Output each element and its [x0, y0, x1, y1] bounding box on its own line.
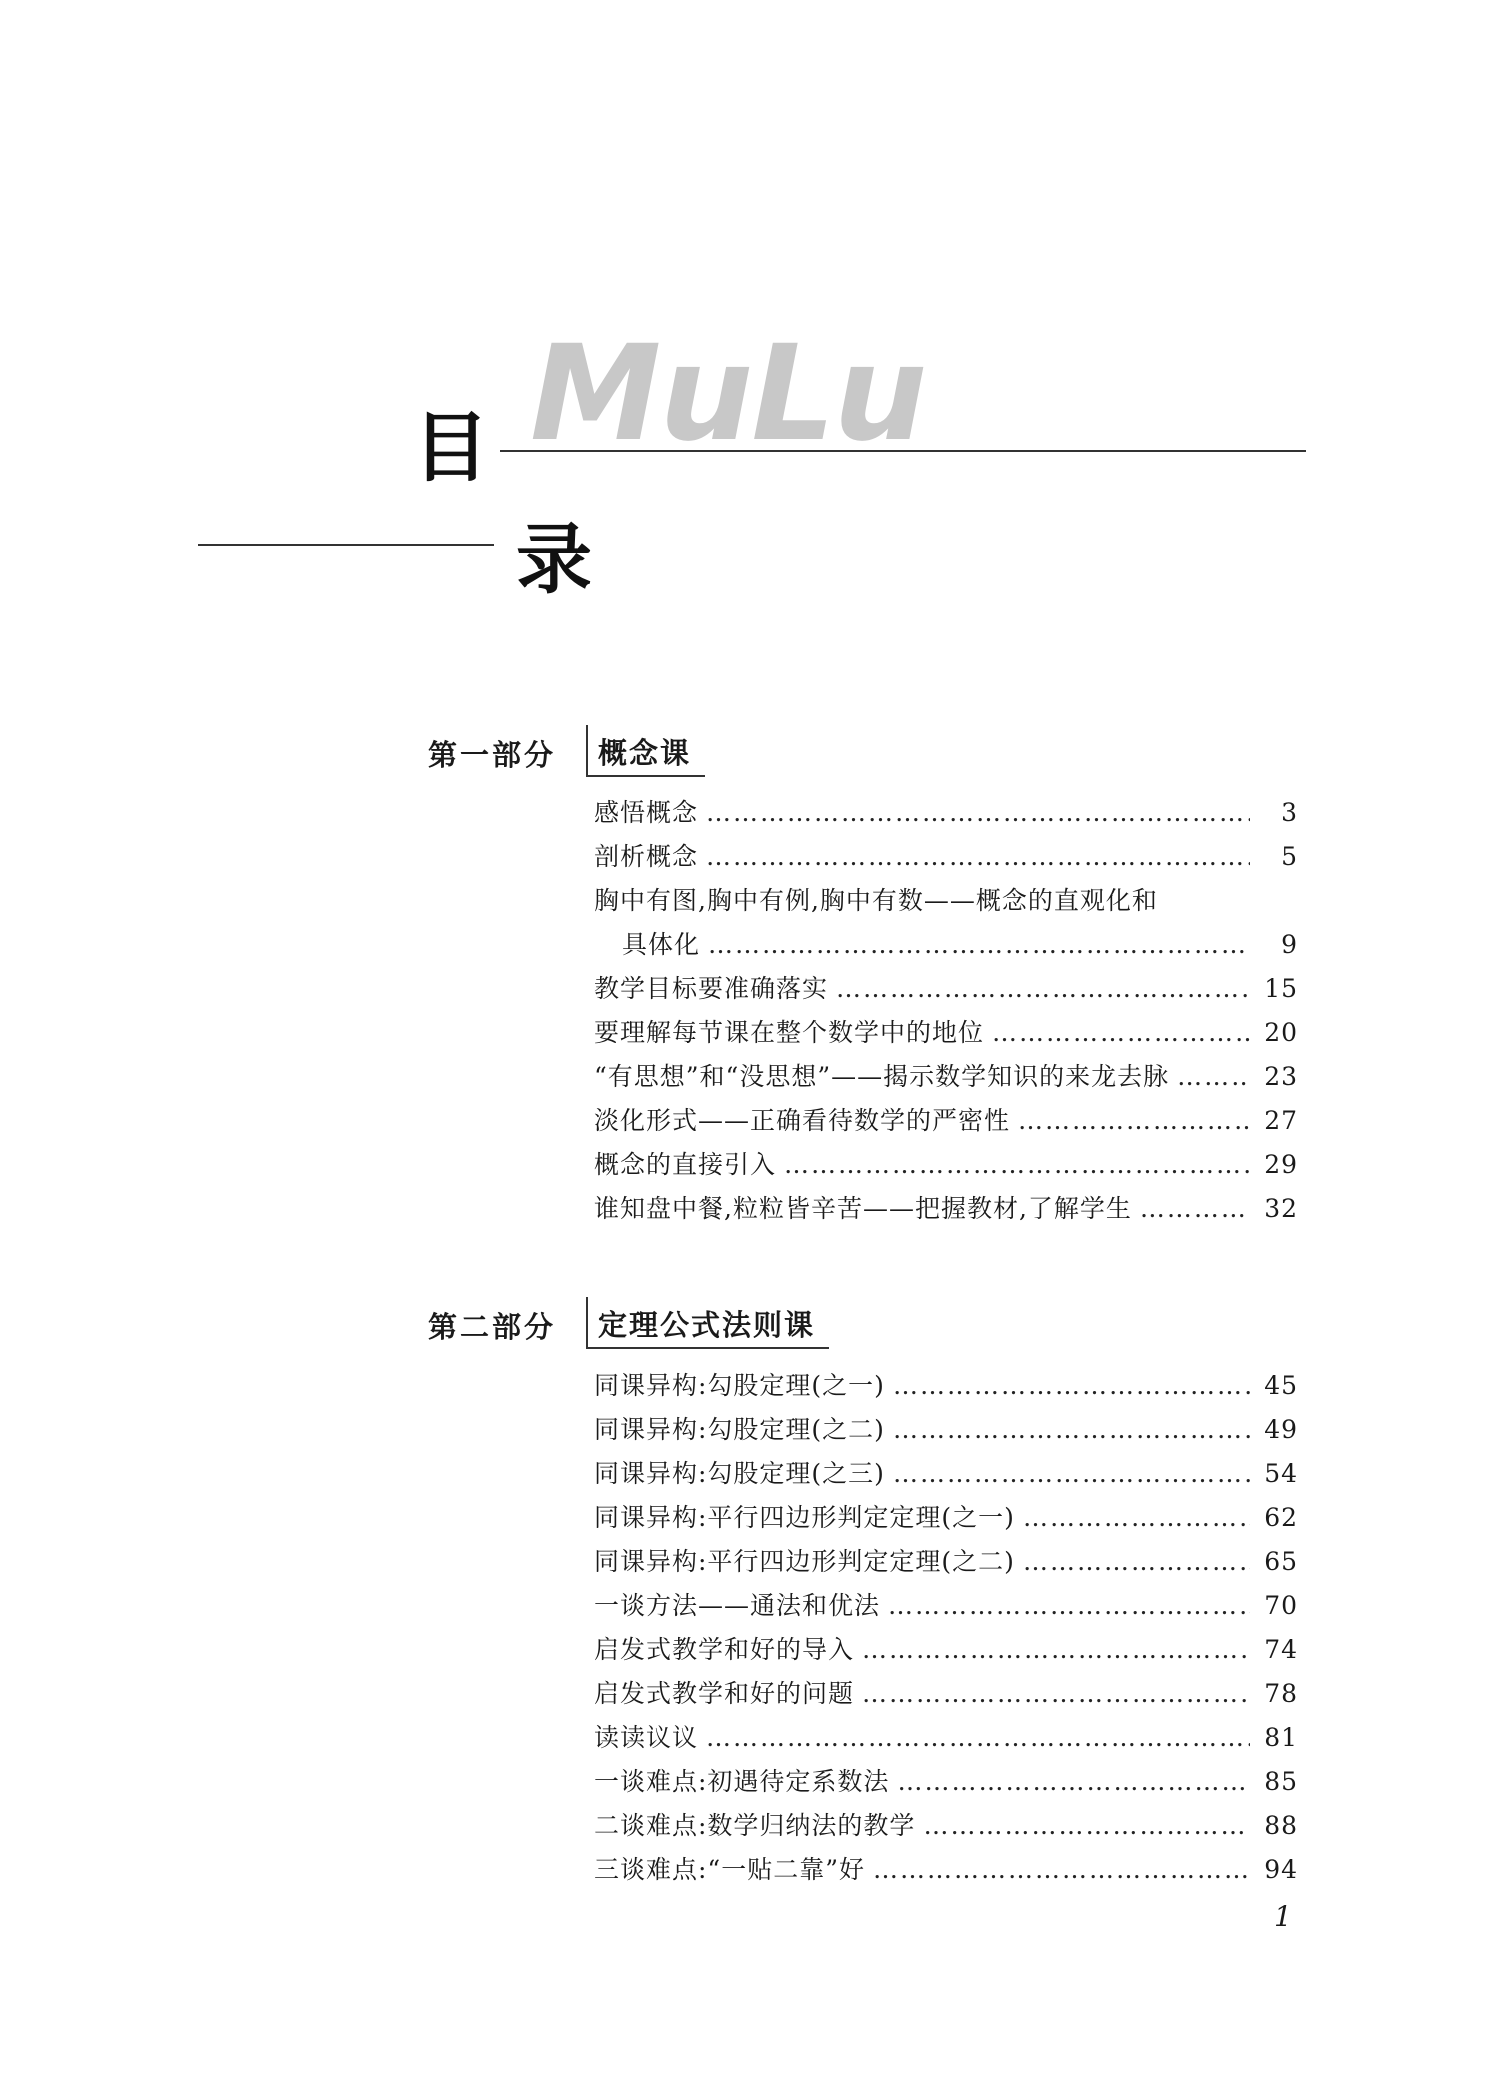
- toc-entry-title: 同课异构:勾股定理(之一): [594, 1371, 885, 1400]
- toc-entry[interactable]: [594, 1143, 1298, 1187]
- toc-entry[interactable]: [594, 1848, 1298, 1892]
- toc-entry[interactable]: [594, 1672, 1298, 1716]
- toc-entry[interactable]: [594, 1452, 1298, 1496]
- toc-leader-dots: [862, 1672, 1250, 1716]
- toc-entry-page: 81: [1264, 1723, 1298, 1752]
- toc-entry-title: 同课异构:平行四边形判定定理(之一): [594, 1503, 1015, 1532]
- toc-leader-dots: [923, 1804, 1250, 1848]
- toc-entry-page: 15: [1264, 974, 1298, 1003]
- toc-entry[interactable]: [594, 923, 1298, 967]
- part-label: 第二部分: [428, 1310, 557, 1344]
- toc-leader-dots: [1140, 1187, 1250, 1231]
- toc-entry[interactable]: [594, 1011, 1298, 1055]
- part-title: 定理公式法则课: [586, 1297, 829, 1349]
- toc-leader-dots: [836, 967, 1250, 1011]
- toc-entry-title: 三谈难点:“一贴二靠”好: [594, 1855, 865, 1884]
- toc-entry[interactable]: [594, 1364, 1298, 1408]
- toc-entry-title: “有思想”和“没思想”——揭示数学知识的来龙去脉: [594, 1062, 1170, 1091]
- part-title: 概念课: [586, 725, 705, 777]
- toc-entry-page: 65: [1264, 1547, 1298, 1576]
- toc-entry-title: 概念的直接引入: [594, 1150, 777, 1179]
- toc-leader-dots: [706, 1716, 1250, 1760]
- toc-leader-dots: [893, 1408, 1250, 1452]
- toc-entry-first-line[interactable]: [594, 879, 1298, 923]
- toc-entry-page: 88: [1264, 1811, 1298, 1840]
- toc-leader-dots: [784, 1143, 1250, 1187]
- toc-entry-page: 62: [1264, 1503, 1298, 1532]
- toc-entry-page: 27: [1264, 1106, 1298, 1135]
- toc-list-part-2: [594, 1364, 1298, 1892]
- toc-entry-page: 3: [1281, 798, 1298, 827]
- toc-entry-page: 78: [1264, 1679, 1298, 1708]
- toc-entry[interactable]: [594, 1496, 1298, 1540]
- toc-entry[interactable]: [594, 1716, 1298, 1760]
- toc-leader-dots: [708, 923, 1250, 967]
- toc-entry[interactable]: [594, 1760, 1298, 1804]
- toc-leader-dots: [862, 1628, 1250, 1672]
- toc-entry[interactable]: [594, 1187, 1298, 1231]
- toc-entry-title: 启发式教学和好的问题: [594, 1679, 855, 1708]
- toc-entry-title: 谁知盘中餐,粒粒皆辛苦——把握教材,了解学生: [594, 1194, 1132, 1223]
- toc-entry-page: 45: [1264, 1371, 1298, 1400]
- toc-entry-title: 同课异构:平行四边形判定定理(之二): [594, 1547, 1015, 1576]
- toc-entry-title: 淡化形式——正确看待数学的严密性: [594, 1106, 1011, 1135]
- toc-entry[interactable]: [594, 1584, 1298, 1628]
- toc-entry[interactable]: [594, 1408, 1298, 1452]
- toc-leader-dots: [893, 1364, 1250, 1408]
- toc-leader-dots: [706, 791, 1250, 835]
- toc-entry[interactable]: [594, 1804, 1298, 1848]
- toc-entry-page: 85: [1264, 1767, 1298, 1796]
- toc-leader-dots: [893, 1452, 1250, 1496]
- toc-leader-dots: [1023, 1540, 1250, 1584]
- toc-entry[interactable]: [594, 835, 1298, 879]
- toc-entry[interactable]: [594, 1055, 1298, 1099]
- toc-entry-title: 感悟概念: [594, 798, 699, 827]
- toc-entry[interactable]: [594, 1540, 1298, 1584]
- toc-leader-dots: [706, 835, 1250, 879]
- toc-entry-title: 要理解每节课在整个数学中的地位: [594, 1018, 985, 1047]
- toc-entry-page: 29: [1264, 1150, 1298, 1179]
- heading-latin: MuLu: [530, 317, 926, 471]
- heading-rule-left: [198, 544, 494, 546]
- part-label: 第一部分: [428, 738, 557, 772]
- toc-entry-page: 54: [1264, 1459, 1298, 1488]
- toc-entry-title: 一谈难点:初遇待定系数法: [594, 1767, 890, 1796]
- toc-entry-page: 94: [1264, 1855, 1298, 1884]
- heading-char-lu: 录: [516, 515, 592, 604]
- toc-entry[interactable]: [594, 791, 1298, 835]
- toc-leader-dots: [873, 1848, 1250, 1892]
- heading-rule-top: [500, 450, 1306, 452]
- toc-entry[interactable]: [594, 1628, 1298, 1672]
- toc-entry-page: 32: [1264, 1194, 1298, 1223]
- toc-entry-page: 74: [1264, 1635, 1298, 1664]
- toc-entry-page: 70: [1264, 1591, 1298, 1620]
- toc-entry-title: 具体化: [622, 930, 701, 959]
- toc-entry-page: 23: [1264, 1062, 1298, 1091]
- toc-entry-title: 教学目标要准确落实: [594, 974, 829, 1003]
- toc-leader-dots: [992, 1011, 1250, 1055]
- heading-char-mu: 目: [413, 403, 489, 492]
- toc-list-part-1: [594, 791, 1298, 1231]
- toc-entry-title: 二谈难点:数学归纳法的教学: [594, 1811, 916, 1840]
- toc-leader-dots: [897, 1760, 1250, 1804]
- toc-entry-title: 剖析概念: [594, 842, 699, 871]
- toc-entry-title: 同课异构:勾股定理(之三): [594, 1459, 885, 1488]
- toc-entry[interactable]: [594, 967, 1298, 1011]
- toc-leader-dots: [1177, 1055, 1250, 1099]
- toc-entry-page: 5: [1281, 842, 1298, 871]
- toc-leader-dots: [1023, 1496, 1250, 1540]
- toc-entry-page: 49: [1264, 1415, 1298, 1444]
- toc-entry[interactable]: [594, 1099, 1298, 1143]
- toc-entry-title: 一谈方法——通法和优法: [594, 1591, 881, 1620]
- page-number: 1: [1274, 1900, 1292, 1933]
- toc-entry-page: 9: [1281, 930, 1298, 959]
- toc-entry-page: 20: [1264, 1018, 1298, 1047]
- toc-entry-title: 启发式教学和好的导入: [594, 1635, 855, 1664]
- toc-entry-title: 同课异构:勾股定理(之二): [594, 1415, 885, 1444]
- toc-entry-title: 胸中有图,胸中有例,胸中有数——概念的直观化和: [594, 886, 1158, 915]
- toc-entry-title: 读读议议: [594, 1723, 699, 1752]
- toc-leader-dots: [1018, 1099, 1250, 1143]
- toc-leader-dots: [888, 1584, 1250, 1628]
